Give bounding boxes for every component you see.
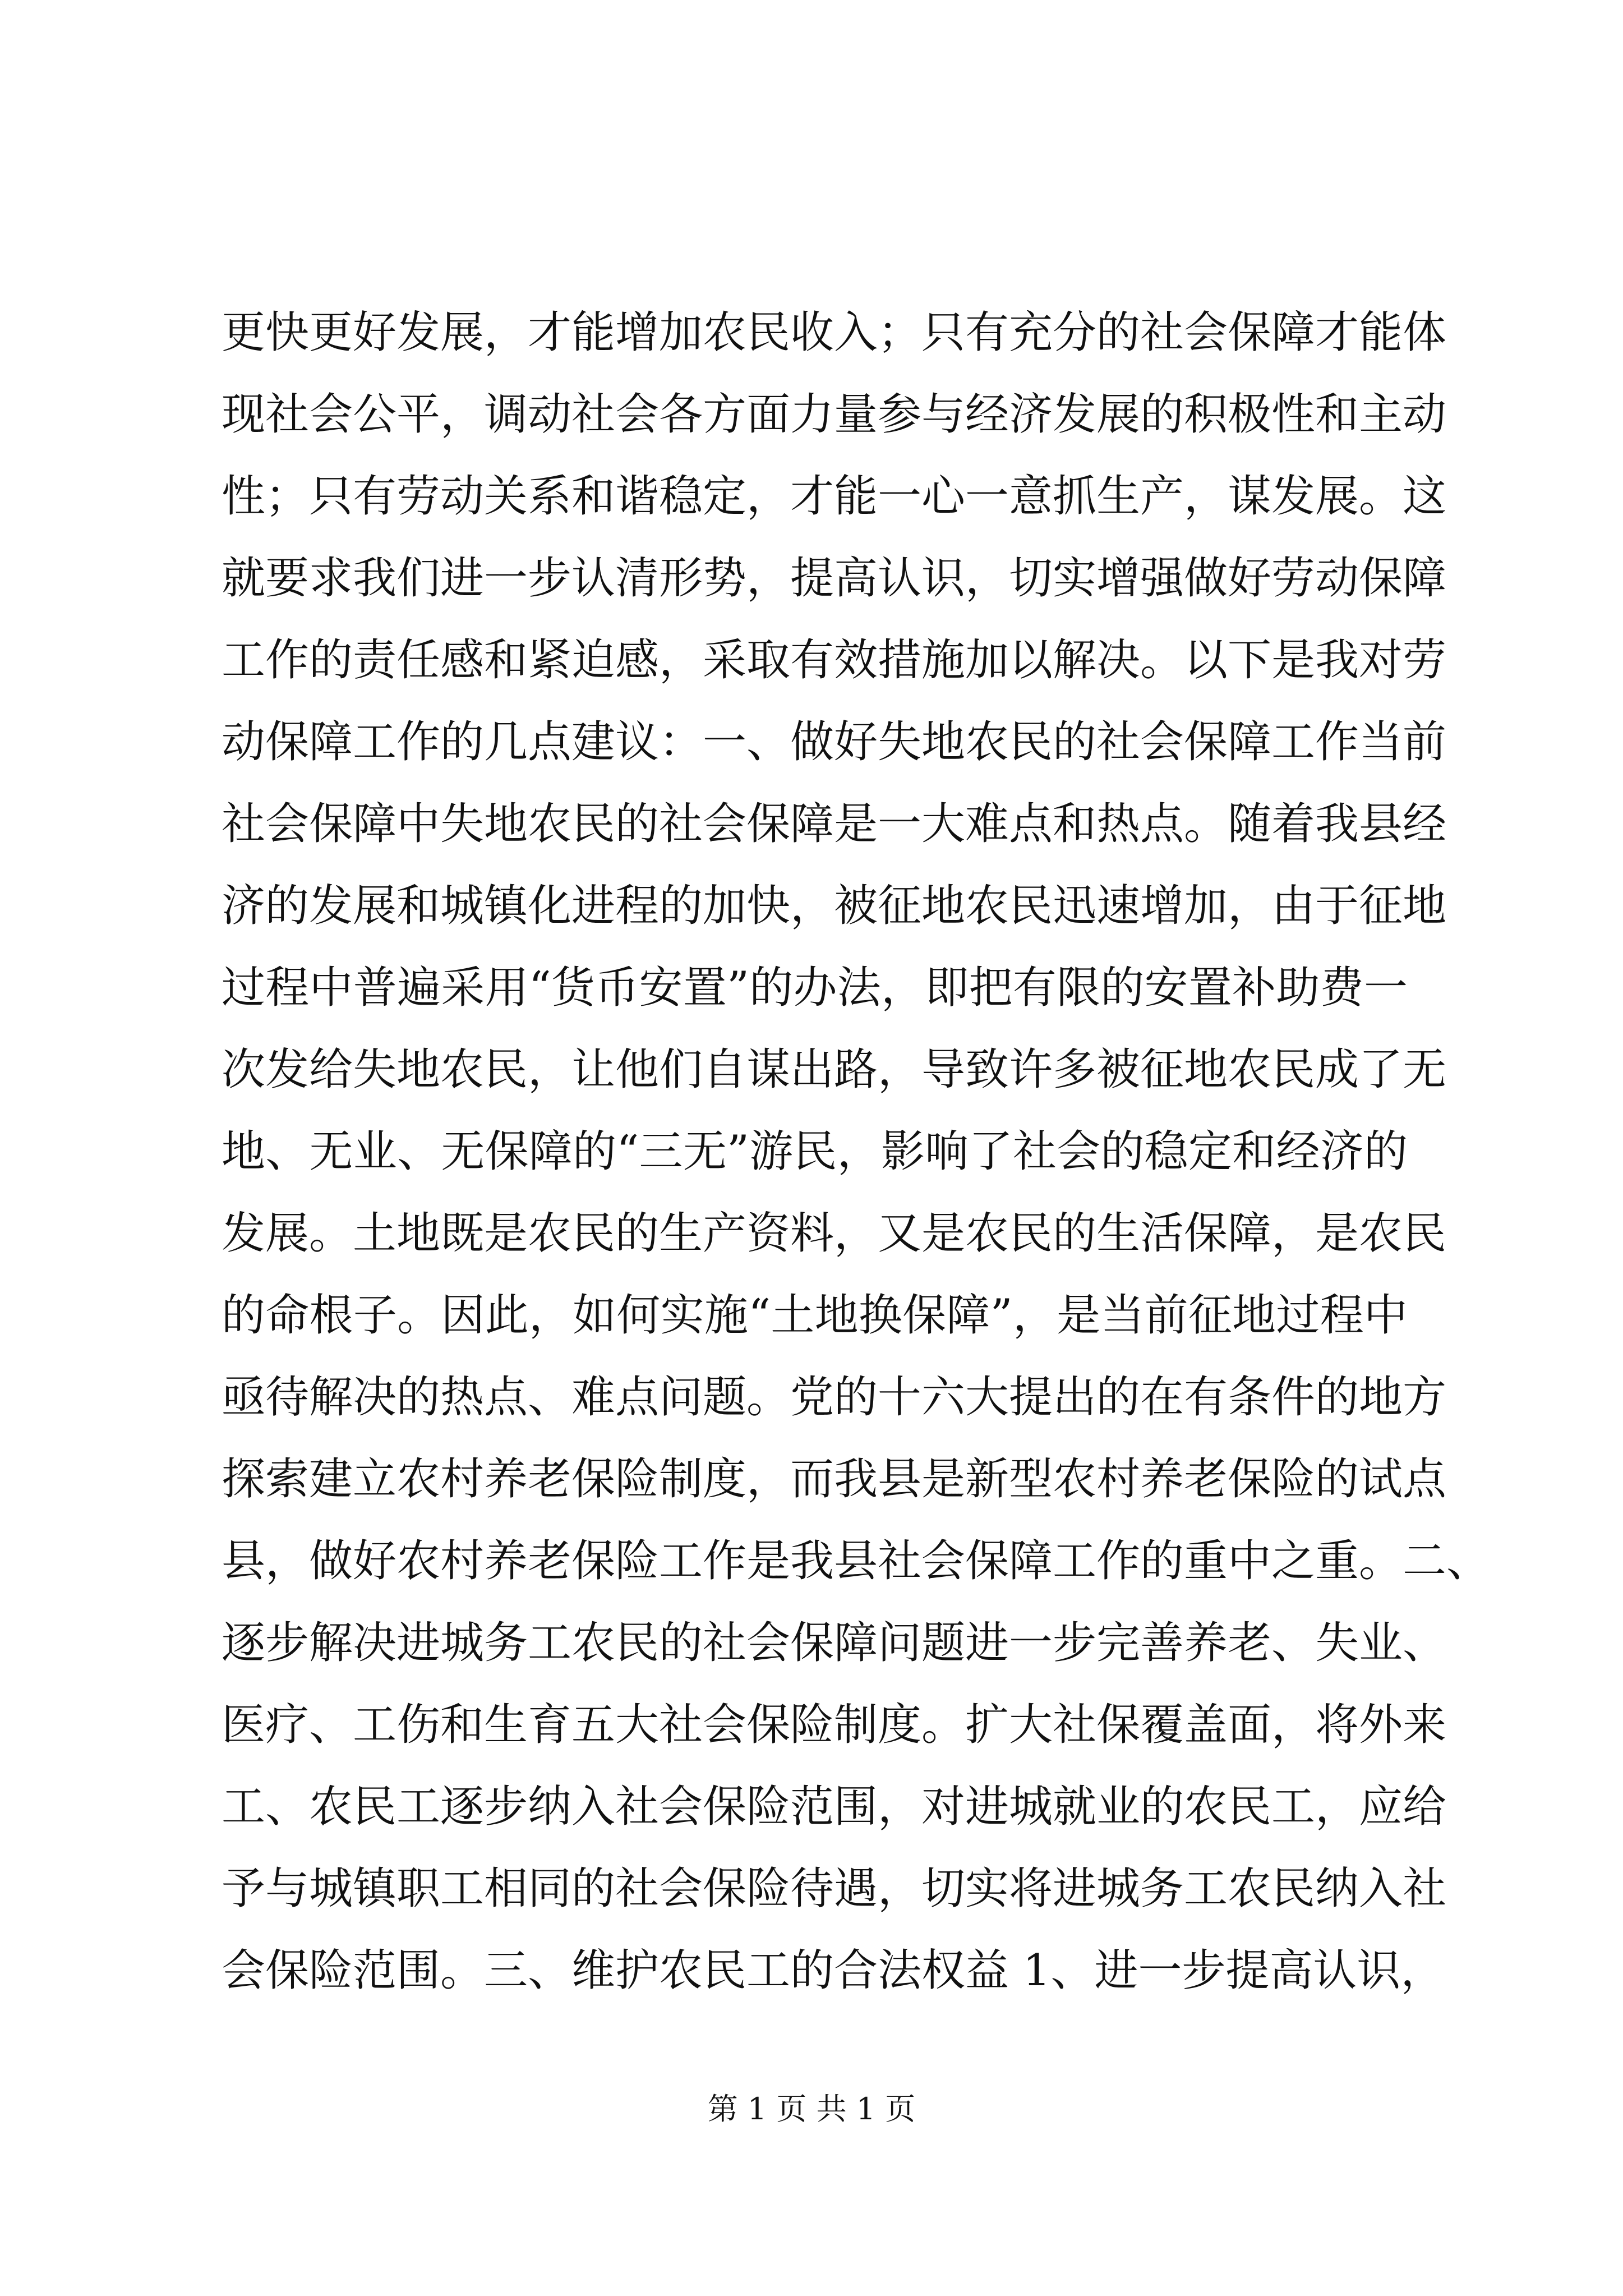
text-line-7: 社会保障中失地农民的社会保障是一大难点和热点。随着我县经 xyxy=(222,799,1447,849)
text-line-19: 工、农民工逐步纳入社会保险范围，对进城就业的农民工，应给 xyxy=(222,1782,1447,1832)
text-line-2: 现社会公平，调动社会各方面力量参与经济发展的积极性和主动 xyxy=(222,389,1447,440)
page-footer xyxy=(0,2087,1623,2132)
text-line-21: 会保险范围。三、维护农民工的合法权益 1、进一步提高认识， xyxy=(222,1945,1445,1996)
text-line-6: 动保障工作的几点建议：一、做好失地农民的社会保障工作当前 xyxy=(222,717,1447,767)
page-number-label: 第 1 页 共 1 页 xyxy=(707,2091,916,2127)
text-line-16: 县，做好农村养老保险工作是我县社会保障工作的重中之重。二、 xyxy=(222,1536,1491,1586)
body-text xyxy=(222,292,1491,2012)
text-line-4: 就要求我们进一步认清形势，提高认识，切实增强做好劳动保障 xyxy=(222,553,1447,604)
text-line-9: 过程中普遍采用“货币安置”的办法，即把有限的安置补助费一 xyxy=(222,963,1408,1013)
text-line-11: 地、无业、无保障的“三无”游民，影响了社会的稳定和经济的 xyxy=(222,1126,1408,1177)
text-line-20: 予与城镇职工相同的社会保险待遇，切实将进城务工农民纳入社 xyxy=(222,1864,1447,1914)
text-line-17: 逐步解决进城务工农民的社会保障问题进一步完善养老、失业、 xyxy=(222,1618,1447,1668)
text-line-15: 探索建立农村养老保险制度，而我县是新型农村养老保险的试点 xyxy=(222,1454,1447,1504)
text-line-10: 次发给失地农民，让他们自谋出路，导致许多被征地农民成了无 xyxy=(222,1045,1447,1095)
text-line-1: 更快更好发展，才能增加农民收入；只有充分的社会保障才能体 xyxy=(222,307,1447,358)
text-line-3: 性；只有劳动关系和谐稳定，才能一心一意抓生产，谋发展。这 xyxy=(222,471,1447,522)
text-line-12: 发展。土地既是农民的生产资料，又是农民的生活保障，是农民 xyxy=(222,1208,1447,1259)
text-line-18: 医疗、工伤和生育五大社会保险制度。扩大社保覆盖面，将外来 xyxy=(222,1700,1447,1750)
text-line-14: 亟待解决的热点、难点问题。党的十六大提出的在有条件的地方 xyxy=(222,1372,1447,1423)
text-line-5: 工作的责任感和紧迫感，采取有效措施加以解决。以下是我对劳 xyxy=(222,635,1447,685)
text-line-8: 济的发展和城镇化进程的加快，被征地农民迅速增加，由于征地 xyxy=(222,881,1447,931)
text-line-13: 的命根子。因此，如何实施“土地换保障”，是当前征地过程中 xyxy=(222,1290,1408,1341)
